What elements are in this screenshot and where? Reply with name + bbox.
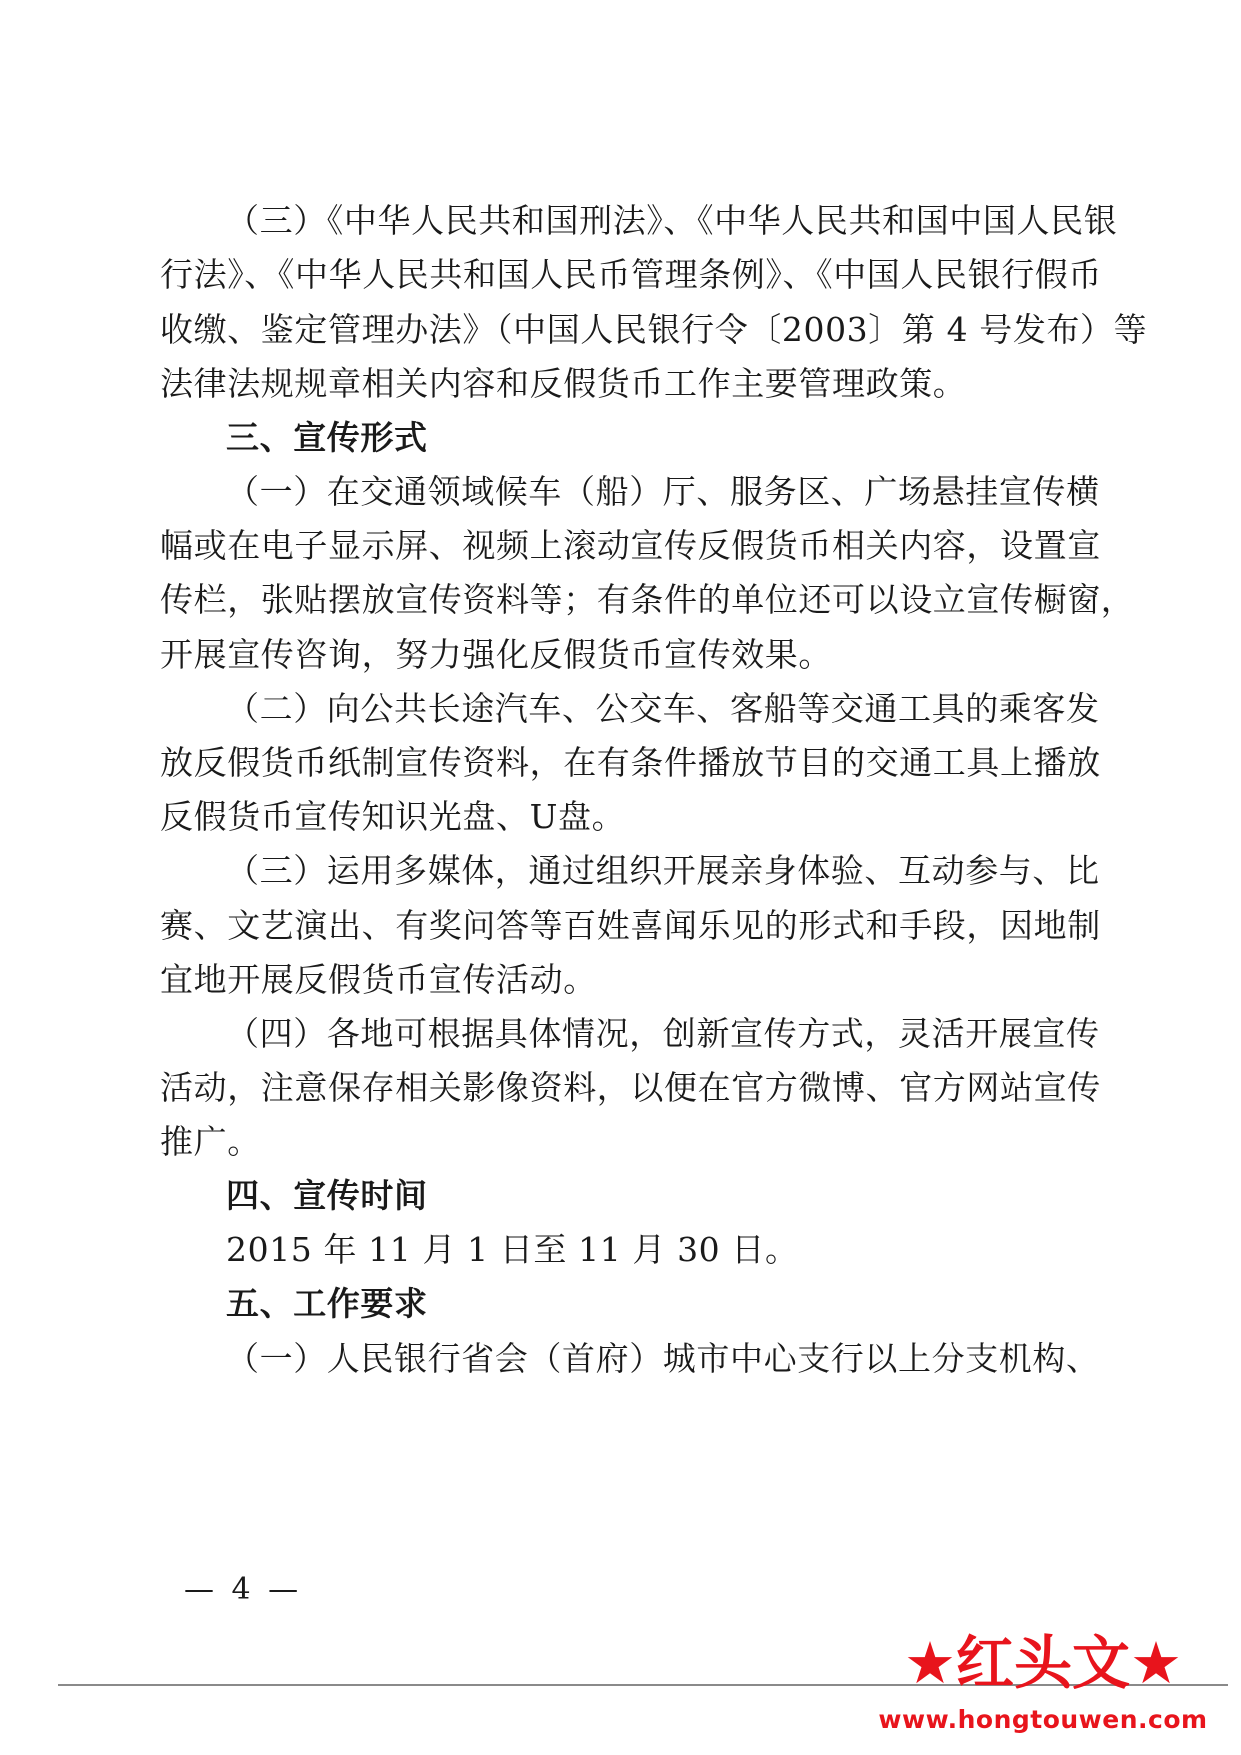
watermark xyxy=(868,1628,1218,1748)
section-heading: 五、工作要求 xyxy=(226,1284,428,1323)
paragraph-line: （三）《中华人民共和国刑法》、《中华人民共和国中国人民银 xyxy=(226,201,1118,240)
section-heading: 四、宣传时间 xyxy=(226,1176,428,1215)
paragraph-line: 开展宣传咨询，努力强化反假货币宣传效果。 xyxy=(160,635,832,674)
paragraph-line: 行法》、《中华人民共和国人民币管理条例》、《中国人民银行假币 xyxy=(160,255,1102,294)
paragraph-line: （三）运用多媒体，通过组织开展亲身体验、互动参与、比 xyxy=(226,851,1100,890)
paragraph-line: 宜地开展反假货币宣传活动。 xyxy=(160,960,597,999)
paragraph-line: 反假货币宣传知识光盘、U盘。 xyxy=(160,797,626,836)
paragraph-line: （一）人民银行省会（首府）城市中心支行以上分支机构、 xyxy=(226,1339,1100,1378)
paragraph-line: 法律法规规章相关内容和反假货币工作主要管理政策。 xyxy=(160,364,967,403)
paragraph-line: 推广。 xyxy=(160,1122,261,1161)
paragraph-line: 收缴、鉴定管理办法》（中国人民银行令〔2003〕第 4 号发布）等 xyxy=(160,310,1148,349)
period-text: 2015 年 11 月 1 日至 11 月 30 日。 xyxy=(226,1230,799,1269)
page-number: — 4 — xyxy=(184,1572,303,1607)
paragraph-line: 赛、文艺演出、有奖问答等百姓喜闻乐见的形式和手段，因地制 xyxy=(160,906,1101,945)
paragraph-line: （二）向公共长途汽车、公交车、客船等交通工具的乘客发 xyxy=(226,689,1100,728)
paragraph-line: （四）各地可根据具体情况，创新宣传方式，灵活开展宣传 xyxy=(226,1014,1100,1053)
paragraph-line: 传栏，张贴摆放宣传资料等；有条件的单位还可以设立宣传橱窗， xyxy=(160,580,1135,619)
watermark-url: www.hongtouwen.com xyxy=(878,1705,1208,1734)
paragraph-line: 活动，注意保存相关影像资料，以便在官方微博、官方网站宣传 xyxy=(160,1068,1101,1107)
paragraph-line: 放反假货币纸制宣传资料，在有条件播放节目的交通工具上播放 xyxy=(160,743,1101,782)
watermark-title: ★红头文★ xyxy=(904,1629,1182,1697)
section-heading: 三、宣传形式 xyxy=(226,418,428,457)
paragraph-line: 幅或在电子显示屏、视频上滚动宣传反假货币相关内容，设置宣 xyxy=(160,526,1101,565)
paragraph-line: （一）在交通领域候车（船）厅、服务区、广场悬挂宣传横 xyxy=(226,472,1100,511)
